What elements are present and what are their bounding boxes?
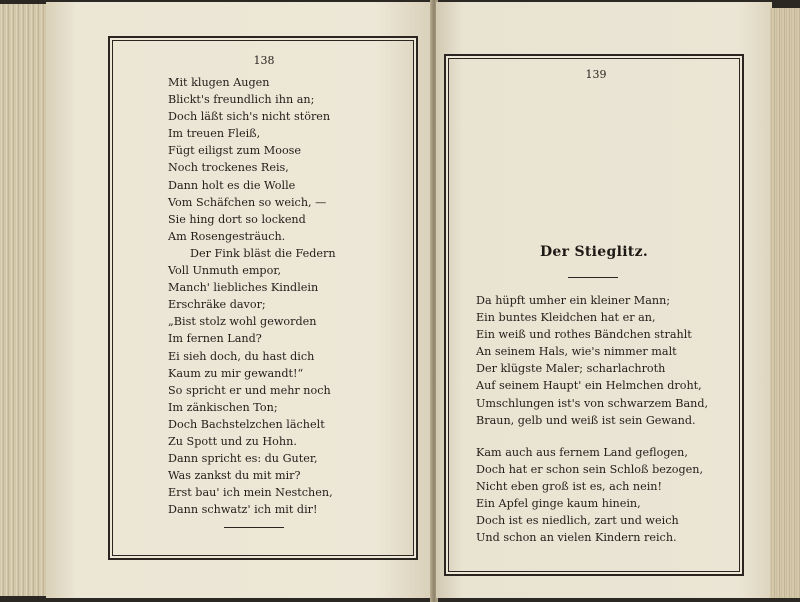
poem-line: Im zänkischen Ton;	[168, 400, 278, 414]
poem-line: Am Rosengesträuch.	[168, 229, 286, 243]
poem-line: Doch ist es niedlich, zart und weich	[476, 514, 679, 528]
poem-line: Der Fink bläst die Federn	[190, 246, 336, 260]
title-rule	[568, 277, 618, 278]
poem-line: So spricht er und mehr noch	[168, 383, 331, 397]
poem-line: Erst bau' ich mein Nestchen,	[168, 486, 333, 500]
left-page-frame	[108, 36, 418, 560]
poem-line: Kaum zu mir gewandt!“	[168, 366, 304, 380]
poem-line: Mit klugen Augen	[168, 76, 270, 89]
poem-line: Zu Spott und zu Hohn.	[168, 434, 297, 448]
poem-line: An seinem Hals, wie's nimmer malt	[476, 345, 677, 359]
poem-line: Doch Bachstelzchen lächelt	[168, 417, 325, 431]
poem-line: Sie hing dort so lockend	[168, 212, 306, 226]
stanza-1	[476, 292, 708, 429]
poem-line: Vom Schäfchen so weich, —	[168, 195, 327, 209]
poem-line: Braun, gelb und weiß ist sein Gewand.	[476, 413, 696, 427]
right-page-frame	[444, 54, 744, 576]
poem-line: Dann spricht es: du Guter,	[168, 452, 318, 466]
poem-line: Blickt's freundlich ihn an;	[168, 93, 315, 107]
left-poem-lines	[168, 74, 336, 518]
poem-line: Ein weiß und rothes Bändchen strahlt	[476, 328, 692, 342]
poem-line: Manch' liebliches Kindlein	[168, 281, 319, 295]
poem-line: Was zankst du mit mir?	[168, 469, 301, 483]
right-page	[436, 2, 772, 598]
page-edges-left	[0, 4, 47, 596]
poem-line: Der klügste Maler; scharlachroth	[476, 362, 666, 376]
end-rule	[224, 527, 284, 528]
poem-line: Auf seinem Haupt' ein Helmchen droht,	[476, 379, 702, 393]
poem-line: „Bist stolz wohl geworden	[168, 315, 317, 329]
poem-line: Doch hat er schon sein Schloß bezogen,	[476, 463, 704, 477]
poem-line: Ei sieh doch, du hast dich	[168, 349, 315, 363]
poem-line: Voll Unmuth empor,	[168, 264, 282, 278]
poem-line: Erschräke davor;	[168, 298, 266, 312]
poem-line: Noch trockenes Reis,	[168, 161, 289, 175]
stanza-2	[476, 444, 703, 547]
page-edges-right	[770, 8, 800, 598]
poem-title: Der Stieglitz.	[539, 244, 649, 260]
poem-line: Im fernen Land?	[168, 332, 262, 346]
poem-line: Im treuen Fleiß,	[168, 127, 261, 141]
poem-line: Ein Apfel ginge kaum hinein,	[476, 497, 641, 511]
left-page	[46, 2, 434, 598]
poem-line: Kam auch aus fernem Land geflogen,	[476, 446, 688, 459]
poem-line: Fügt eiligst zum Moose	[168, 144, 302, 158]
poem-line: Doch läßt sich's nicht stören	[168, 110, 331, 124]
poem-line: Ein buntes Kleidchen hat er an,	[476, 311, 656, 325]
poem-line: Da hüpft umher ein kleiner Mann;	[476, 294, 671, 307]
left-page-number: 138	[253, 54, 275, 67]
poem-line: Umschlungen ist's von schwarzem Band,	[476, 396, 709, 410]
poem-line: Dann holt es die Wolle	[168, 178, 296, 192]
poem-line: Nicht eben groß ist es, ach nein!	[476, 480, 662, 494]
right-page-number: 139	[585, 68, 607, 81]
poem-line: Und schon an vielen Kindern reich.	[476, 531, 677, 545]
poem-line: Dann schwatz' ich mit dir!	[168, 503, 318, 517]
